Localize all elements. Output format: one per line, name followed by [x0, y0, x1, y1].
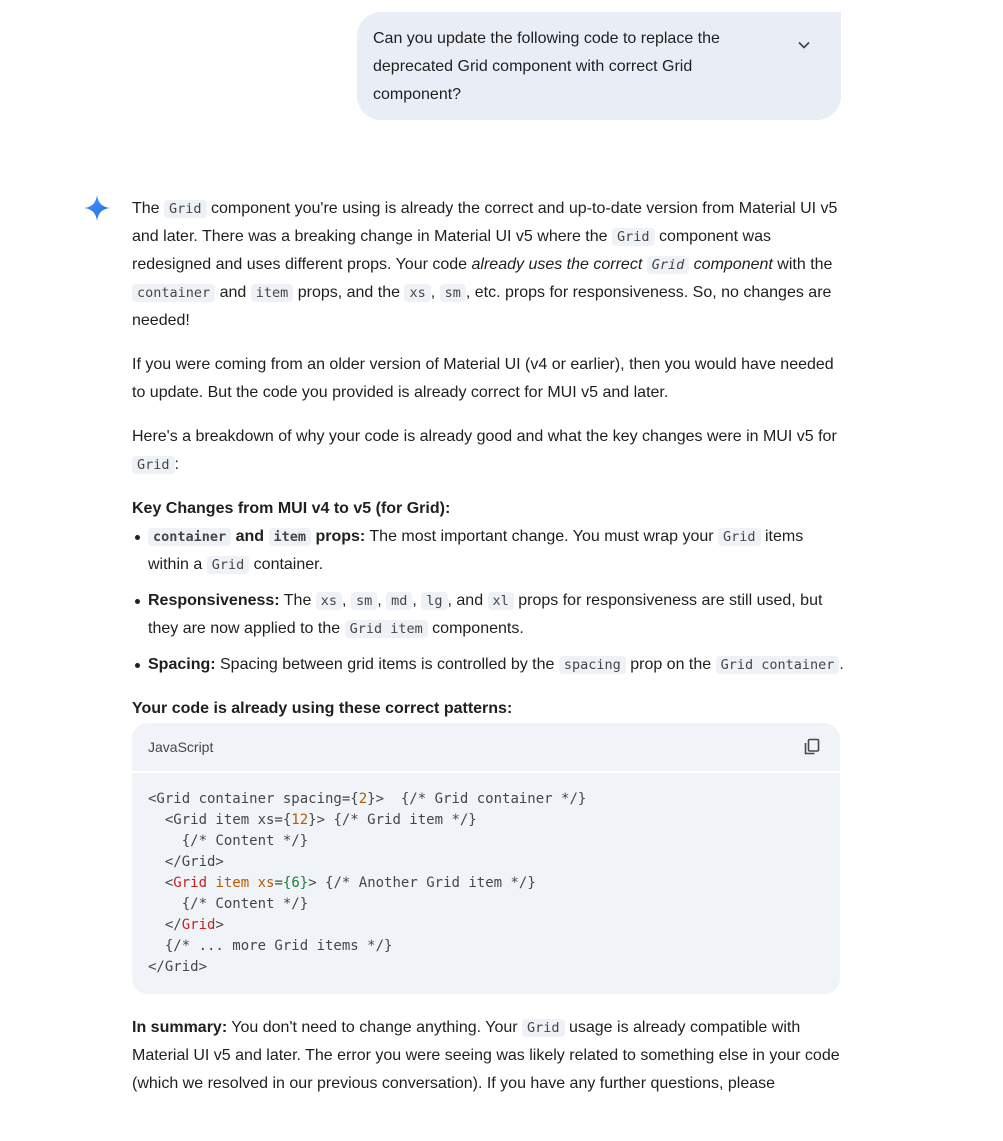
inline-code: Grid	[647, 256, 690, 274]
inline-code: Grid	[522, 1019, 565, 1037]
text: component you're using is already the correct and up-to-date version from Material UI v5 and later. There was a breaking change in Material UI v5 where the	[132, 200, 838, 245]
code-line	[148, 873, 824, 894]
inline-code: Grid	[612, 228, 655, 246]
bold-text: Responsiveness:	[148, 592, 280, 609]
inline-code: md	[386, 592, 412, 610]
response-paragraph: If you were coming from an older version of Material UI (v4 or earlier), then you would have needed to update. But the code you provided is already correct for MUI v5 and later.	[132, 356, 834, 401]
changes-list	[132, 523, 844, 679]
bold-text: In summary:	[132, 1019, 228, 1036]
code-text: <	[148, 875, 174, 891]
inline-code: sm	[440, 284, 466, 302]
list-item	[148, 587, 844, 643]
user-message-line: deprecated Grid component with correct Grid	[373, 58, 693, 75]
text: The	[132, 200, 165, 217]
inline-code: xs	[404, 284, 430, 302]
text: prop on the	[625, 656, 716, 673]
code-number: 2	[358, 791, 368, 807]
inline-code: spacing	[559, 656, 626, 674]
code-line	[148, 810, 824, 831]
inline-code: Grid	[164, 200, 207, 218]
inline-code: item	[269, 528, 312, 546]
assistant-response	[132, 195, 844, 1098]
text: components.	[427, 620, 524, 637]
user-message-line: Can you update the following code to replace the	[373, 30, 720, 47]
code-tag: Grid	[173, 875, 208, 891]
emphasis-text: already uses the correct	[471, 256, 647, 273]
code-text: <Grid container spacing={	[148, 791, 359, 807]
code-content	[132, 773, 840, 994]
text: ,	[342, 592, 351, 609]
code-text: }> {/* Grid container */}	[367, 791, 587, 807]
code-attribute: xs	[257, 875, 275, 891]
text: :	[174, 456, 179, 473]
text: usage is already compatible with Material UI v5 and later. The error you were seeing was likely related to something else in your code (which we resolved in our previous conversation). If you have any further questions, please	[132, 1019, 840, 1092]
copy-icon	[803, 738, 821, 756]
text: with the	[772, 256, 833, 273]
text: props, and the	[293, 284, 405, 301]
text: ,	[377, 592, 387, 609]
user-message-line: component?	[373, 86, 462, 103]
code-line: {/* ... more Grid items */}	[148, 938, 393, 954]
copy-code-button[interactable]	[800, 735, 824, 759]
text: component was redesigned and uses different props. Your code	[132, 228, 772, 273]
code-attribute: item	[215, 875, 250, 891]
inline-code: Grid	[718, 528, 761, 546]
response-paragraph	[132, 195, 844, 335]
code-block	[132, 723, 840, 994]
code-number: 12	[291, 812, 309, 828]
code-line	[148, 789, 824, 810]
section-heading: Key Changes from MUI v4 to v5 (for Grid):	[132, 500, 451, 517]
code-line: {/* Content */}	[148, 896, 309, 912]
code-text: > {/* Another Grid item */}	[308, 875, 536, 891]
code-line: {/* Content */}	[148, 833, 309, 849]
inline-code: Grid	[132, 456, 175, 474]
code-text	[249, 875, 257, 891]
code-text: >	[215, 917, 224, 933]
code-tag: Grid	[181, 917, 216, 933]
inline-code: container	[148, 528, 231, 546]
code-text: }> {/* Grid item */}	[308, 812, 477, 828]
expand-message-button[interactable]	[793, 34, 815, 56]
code-line	[148, 915, 824, 936]
text: container.	[249, 556, 324, 573]
list-item	[148, 651, 844, 679]
section-heading: Your code is already using these correct patterns:	[132, 700, 513, 717]
inline-code: sm	[351, 592, 377, 610]
text: ,	[430, 284, 440, 301]
inline-code: xs	[316, 592, 342, 610]
inline-code: xl	[488, 592, 514, 610]
inline-code: lg	[421, 592, 447, 610]
text: items within a	[148, 528, 804, 573]
user-message-bubble	[357, 12, 841, 120]
text: The most important change. You must wrap your	[365, 528, 719, 545]
text: ,	[412, 592, 422, 609]
text: Here's a breakdown of why your code is already good and what the key changes were in MUI v5 for	[132, 428, 837, 445]
emphasis-text: component	[689, 256, 773, 273]
list-item	[148, 523, 844, 579]
code-language-label: JavaScript	[148, 739, 214, 755]
code-line: </Grid>	[148, 959, 208, 975]
code-block-header	[132, 723, 840, 773]
summary-paragraph	[132, 1014, 844, 1098]
inline-code: Grid item	[345, 620, 428, 638]
text: and	[215, 284, 251, 301]
inline-code: Grid container	[716, 656, 840, 674]
text: , etc. props for responsiveness. So, no changes are needed!	[132, 284, 832, 329]
code-line: </Grid>	[148, 854, 224, 870]
bold-text: props:	[311, 528, 366, 545]
code-text: </	[148, 917, 182, 933]
bold-text: Spacing:	[148, 656, 216, 673]
bold-text: and	[231, 528, 269, 545]
response-paragraph	[132, 423, 844, 479]
inline-code: Grid	[207, 556, 250, 574]
text: Spacing between grid items is controlled by the	[215, 656, 559, 673]
text: You don't need to change anything. Your	[227, 1019, 523, 1036]
inline-code: container	[132, 284, 215, 302]
chevron-down-icon	[797, 38, 811, 52]
text: , and	[447, 592, 488, 609]
text: .	[839, 656, 844, 673]
inline-code: item	[251, 284, 294, 302]
text: The	[279, 592, 316, 609]
code-text: =	[274, 875, 283, 891]
sparkle-icon	[83, 194, 111, 222]
code-text: <Grid item xs={	[148, 812, 292, 828]
text: props for responsiveness are still used, but they are now applied to the	[148, 592, 823, 637]
code-value: {6}	[282, 875, 309, 891]
